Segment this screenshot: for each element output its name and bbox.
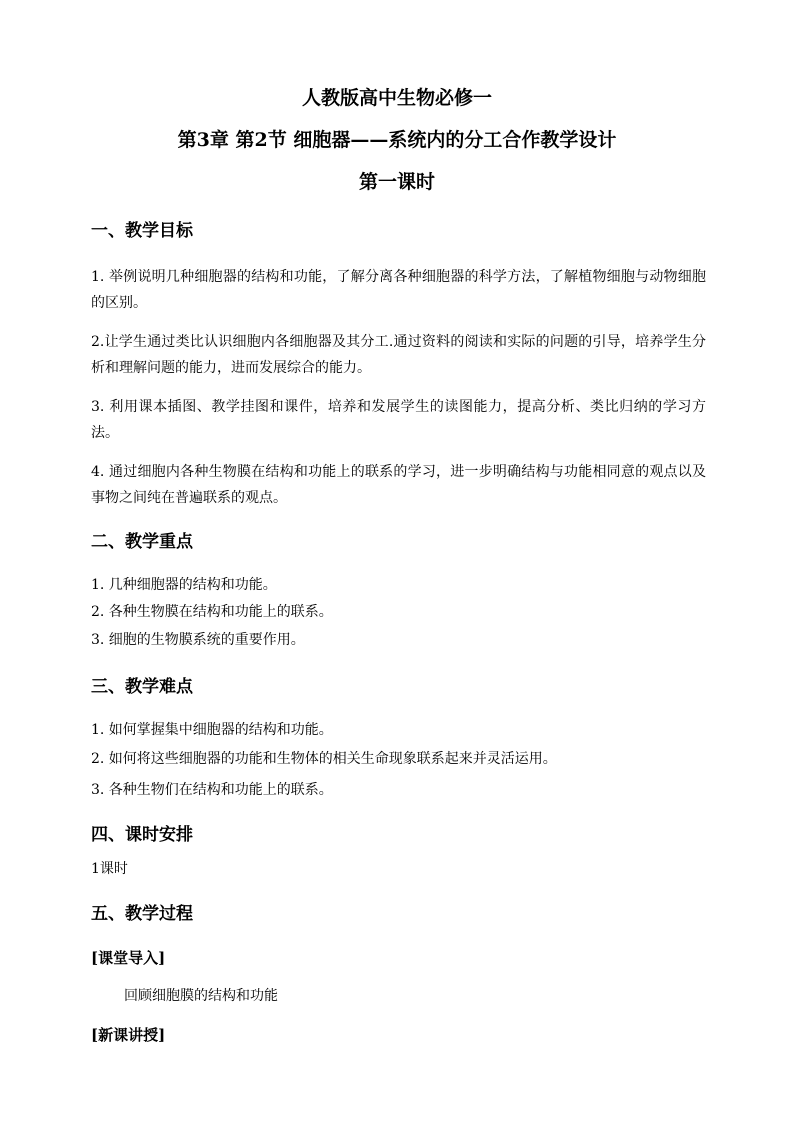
process-heading: 五、教学过程 <box>91 904 193 924</box>
document-title-series: 人教版高中生物必修一 <box>301 87 492 109</box>
difficulty-item: 2. 如何将这些细胞器的功能和生物体的相关生命现象联系起来并灵活运用。 <box>91 751 557 767</box>
difficulty-item: 3. 各种生物们在结构和功能上的联系。 <box>91 782 333 798</box>
key-point-item: 3. 细胞的生物膜系统的重要作用。 <box>91 632 305 648</box>
objective-item: 2.让学生通过类比认识细胞内各细胞器及其分工.通过资料的阅读和实际的问题的引导，培养学生分析和理解问题的能力，进而发展综合的能力。 <box>91 334 706 376</box>
difficulties-heading: 三、教学难点 <box>91 677 193 697</box>
objectives-heading: 一、教学目标 <box>91 221 193 241</box>
document-title-lesson: 第3章 第2节 细胞器——系统内的分工合作教学设计 <box>177 129 617 151</box>
objective-item: 3. 利用课本插图、教学挂图和课件，培养和发展学生的读图能力，提高分析、类比归纳的学习方法。 <box>91 399 706 441</box>
difficulty-item: 1. 如何掌握集中细胞器的结构和功能。 <box>91 722 333 738</box>
key-point-item: 2. 各种生物膜在结构和功能上的联系。 <box>91 604 333 620</box>
objective-item: 1. 举例说明几种细胞器的结构和功能，了解分离各种细胞器的科学方法，了解植物细胞与动物细胞的区别。 <box>91 269 706 311</box>
key-point-item: 1. 几种细胞器的结构和功能。 <box>91 577 277 593</box>
schedule-heading: 四、课时安排 <box>91 825 193 845</box>
lesson-intro-label: [课堂导入] <box>91 949 166 967</box>
objective-item: 4. 通过细胞内各种生物膜在结构和功能上的联系的学习，进一步明确结构与功能相同意的观点以及事物之间纯在普遍联系的观点。 <box>91 464 706 506</box>
lesson-intro-text: 回顾细胞膜的结构和功能 <box>124 988 278 1004</box>
schedule-text: 1课时 <box>91 861 128 877</box>
key-points-heading: 二、教学重点 <box>91 532 193 552</box>
document-title-period: 第一课时 <box>358 171 435 193</box>
new-lesson-label: [新课讲授] <box>91 1026 166 1044</box>
